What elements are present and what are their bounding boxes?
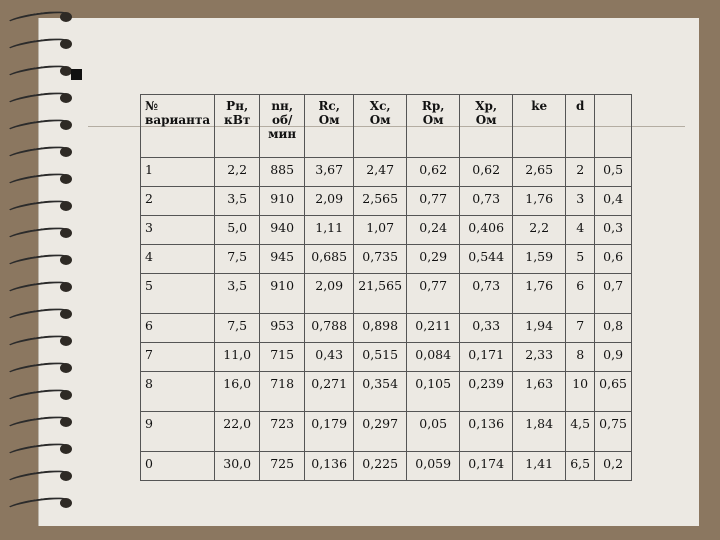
- table-row: [141, 274, 632, 314]
- table-cell: 3,67: [305, 158, 354, 187]
- table-row: [141, 216, 632, 245]
- table-cell: 0,174: [460, 452, 513, 481]
- table-cell: 0,297: [354, 412, 407, 452]
- table-cell: 1,84: [513, 412, 566, 452]
- table-row: [141, 158, 632, 187]
- table-cell: 0,136: [460, 412, 513, 452]
- table-cell: 5: [141, 274, 215, 314]
- header-power: Pн, кВт: [215, 95, 260, 158]
- table-cell: 0,685: [305, 245, 354, 274]
- table-cell: 1,76: [513, 187, 566, 216]
- table-cell: 1,76: [513, 274, 566, 314]
- spiral-ring-icon: [6, 199, 80, 215]
- table-cell: 0,211: [407, 314, 460, 343]
- table-cell: 7,5: [215, 245, 260, 274]
- table-cell: 0,65: [595, 372, 632, 412]
- table-cell: 0,77: [407, 187, 460, 216]
- table-cell: 0,4: [595, 187, 632, 216]
- table-cell: 715: [260, 343, 305, 372]
- table-cell: 940: [260, 216, 305, 245]
- table-cell: 9: [141, 412, 215, 452]
- table-cell: 1,63: [513, 372, 566, 412]
- spiral-ring-icon: [6, 469, 80, 485]
- spiral-ring-icon: [6, 361, 80, 377]
- spiral-ring-icon: [6, 91, 80, 107]
- spiral-ring-icon: [6, 226, 80, 242]
- table-cell: 0,354: [354, 372, 407, 412]
- header-extra: [595, 95, 632, 158]
- table-row: [141, 412, 632, 452]
- table-cell: 0,544: [460, 245, 513, 274]
- table-cell: 2,47: [354, 158, 407, 187]
- table-cell: 4: [566, 216, 595, 245]
- table-cell: 3,5: [215, 187, 260, 216]
- spiral-ring-icon: [6, 145, 80, 161]
- table-cell: 5: [566, 245, 595, 274]
- table-cell: 6: [141, 314, 215, 343]
- table-cell: 0,3: [595, 216, 632, 245]
- table-cell: 0,29: [407, 245, 460, 274]
- spiral-ring-icon: [6, 442, 80, 458]
- table-cell: 725: [260, 452, 305, 481]
- table-cell: 0,6: [595, 245, 632, 274]
- spiral-ring-icon: [6, 64, 80, 80]
- table-cell: 1,11: [305, 216, 354, 245]
- table-cell: 8: [566, 343, 595, 372]
- spiral-ring-icon: [6, 172, 80, 188]
- spiral-ring-icon: [6, 253, 80, 269]
- table-cell: 4: [141, 245, 215, 274]
- table-cell: 22,0: [215, 412, 260, 452]
- table-cell: 0,05: [407, 412, 460, 452]
- bullet-square-icon: [71, 69, 82, 80]
- table-cell: 3: [566, 187, 595, 216]
- table-cell: 0,179: [305, 412, 354, 452]
- table-cell: 2,65: [513, 158, 566, 187]
- table-cell: 5,0: [215, 216, 260, 245]
- table-cell: 953: [260, 314, 305, 343]
- header-variant: № варианта: [141, 95, 215, 158]
- table-cell: 0,515: [354, 343, 407, 372]
- table-cell: 0,105: [407, 372, 460, 412]
- table-cell: 2,09: [305, 274, 354, 314]
- spiral-ring-icon: [6, 118, 80, 134]
- table-cell: 0,225: [354, 452, 407, 481]
- table-cell: 3: [141, 216, 215, 245]
- table-cell: 1,94: [513, 314, 566, 343]
- table-cell: 21,565: [354, 274, 407, 314]
- header-xc: Xc, Ом: [354, 95, 407, 158]
- table-row: [141, 187, 632, 216]
- table-cell: 0,136: [305, 452, 354, 481]
- spiral-ring-icon: [6, 280, 80, 296]
- table-cell: 0,084: [407, 343, 460, 372]
- table-cell: 0,73: [460, 274, 513, 314]
- table-cell: 0,059: [407, 452, 460, 481]
- table-cell: 910: [260, 274, 305, 314]
- header-speed: nн, об/мин: [260, 95, 305, 158]
- spiral-binding: [0, 10, 80, 530]
- table-cell: 0,62: [407, 158, 460, 187]
- table-cell: 11,0: [215, 343, 260, 372]
- table-cell: 3,5: [215, 274, 260, 314]
- table-cell: 0,171: [460, 343, 513, 372]
- table-cell: 2,2: [215, 158, 260, 187]
- table-cell: 2,09: [305, 187, 354, 216]
- table-cell: 0,8: [595, 314, 632, 343]
- spiral-ring-icon: [6, 415, 80, 431]
- variants-table: [140, 94, 632, 481]
- table-cell: 0,43: [305, 343, 354, 372]
- table-cell: 0,406: [460, 216, 513, 245]
- table-cell: 30,0: [215, 452, 260, 481]
- table-cell: 0,33: [460, 314, 513, 343]
- table-cell: 1: [141, 158, 215, 187]
- table-cell: 2,2: [513, 216, 566, 245]
- table-cell: 0,24: [407, 216, 460, 245]
- table-cell: 8: [141, 372, 215, 412]
- table-cell: 885: [260, 158, 305, 187]
- table-cell: 2,565: [354, 187, 407, 216]
- table-cell: 0,5: [595, 158, 632, 187]
- table-cell: 1,07: [354, 216, 407, 245]
- table-cell: 0,7: [595, 274, 632, 314]
- spiral-ring-icon: [6, 37, 80, 53]
- table-cell: 2: [141, 187, 215, 216]
- table-cell: 0,75: [595, 412, 632, 452]
- table-cell: 0,788: [305, 314, 354, 343]
- table-row: [141, 245, 632, 274]
- table-cell: 6: [566, 274, 595, 314]
- header-rp: Rp, Ом: [407, 95, 460, 158]
- table-row: [141, 314, 632, 343]
- table-cell: 7: [141, 343, 215, 372]
- table-cell: 4,5: [566, 412, 595, 452]
- table-row: [141, 372, 632, 412]
- table-cell: 2,33: [513, 343, 566, 372]
- table-cell: 1,59: [513, 245, 566, 274]
- table-cell: 0,735: [354, 245, 407, 274]
- table-cell: 7: [566, 314, 595, 343]
- table-cell: 0,9: [595, 343, 632, 372]
- table-cell: 2: [566, 158, 595, 187]
- table-cell: 718: [260, 372, 305, 412]
- table-cell: 16,0: [215, 372, 260, 412]
- table-cell: 6,5: [566, 452, 595, 481]
- table-header-row: [141, 95, 632, 158]
- spiral-ring-icon: [6, 388, 80, 404]
- header-xp: Xp, Ом: [460, 95, 513, 158]
- spiral-ring-icon: [6, 496, 80, 512]
- table-cell: 0,62: [460, 158, 513, 187]
- table-cell: 0,77: [407, 274, 460, 314]
- spiral-ring-icon: [6, 10, 80, 26]
- table-cell: 7,5: [215, 314, 260, 343]
- table-cell: 945: [260, 245, 305, 274]
- table-cell: 0,898: [354, 314, 407, 343]
- table-row: [141, 452, 632, 481]
- table-cell: 10: [566, 372, 595, 412]
- table-row: [141, 343, 632, 372]
- table-cell: 0,73: [460, 187, 513, 216]
- header-d: d: [566, 95, 595, 158]
- table-cell: 1,41: [513, 452, 566, 481]
- table-cell: 0: [141, 452, 215, 481]
- spiral-ring-icon: [6, 334, 80, 350]
- table-cell: 0,239: [460, 372, 513, 412]
- spiral-ring-icon: [6, 307, 80, 323]
- table-cell: 0,2: [595, 452, 632, 481]
- table-cell: 723: [260, 412, 305, 452]
- header-rc: Rc, Ом: [305, 95, 354, 158]
- header-ke: kе: [513, 95, 566, 158]
- table-cell: 0,271: [305, 372, 354, 412]
- table-cell: 910: [260, 187, 305, 216]
